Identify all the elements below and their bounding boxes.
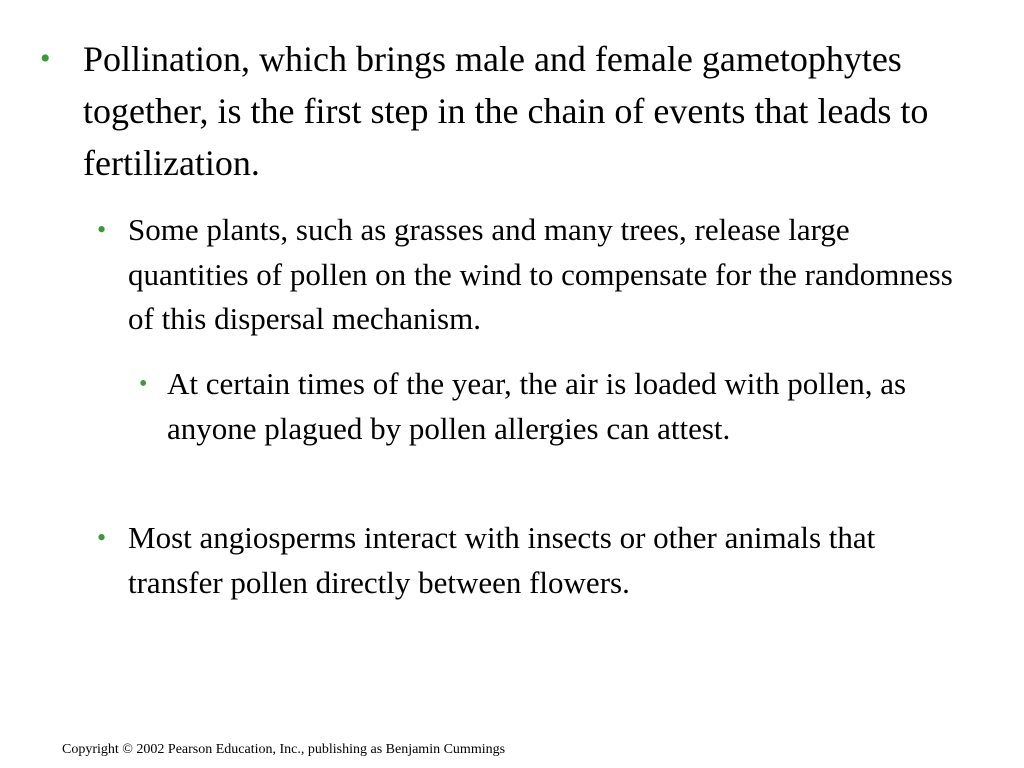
bullet-level2-wind-pollen xyxy=(97,208,977,342)
bullet-text: Most angiosperms interact with insects or other animals that transfer pollen directly between flowers. xyxy=(128,520,876,600)
bullet-level3-allergies xyxy=(139,362,929,451)
bullet-level2-animal-pollinators xyxy=(97,516,977,605)
bullet-text: Pollination, which brings male and female gametophytes together, is the first step in the chain of events that leads to fertilization. xyxy=(83,39,929,183)
bullet-level1-pollination xyxy=(40,33,985,189)
bullet-dot-icon: • xyxy=(139,371,148,397)
bullet-dot-icon: • xyxy=(40,42,51,75)
bullet-dot-icon: • xyxy=(97,215,107,244)
bullet-text: Some plants, such as grasses and many trees, release large quantities of pollen on the wind to compensate for the randomness of this dispersal mechanism. xyxy=(128,212,953,336)
bullet-dot-icon: • xyxy=(97,523,107,552)
copyright-footer: Copyright © 2002 Pearson Education, Inc., publishing as Benjamin Cummings xyxy=(62,742,506,757)
bullet-text: At certain times of the year, the air is loaded with pollen, as anyone plagued by pollen allergies can attest. xyxy=(167,366,907,446)
